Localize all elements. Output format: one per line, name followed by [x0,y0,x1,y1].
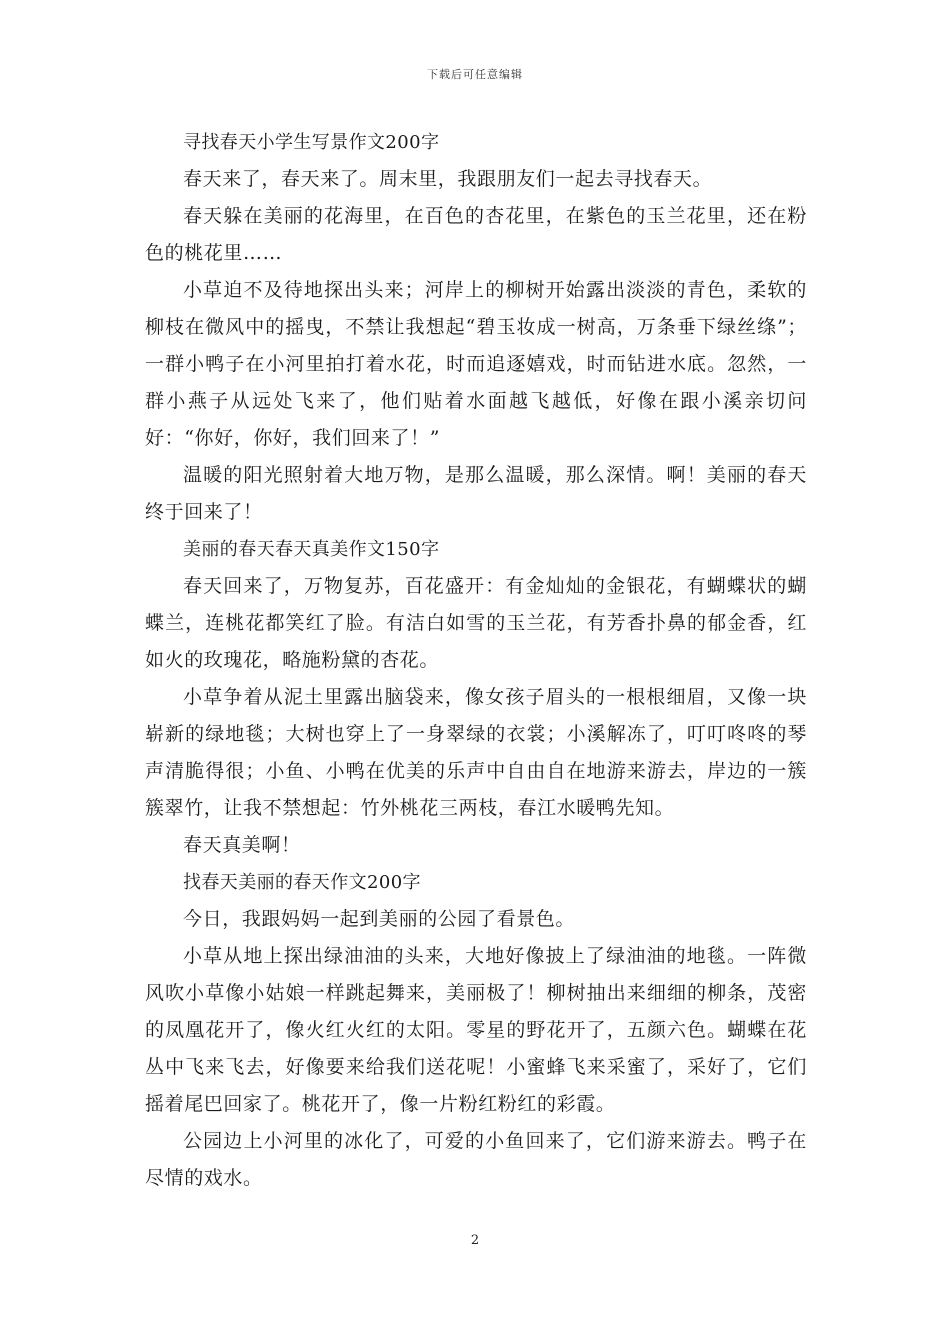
essay-title: 美丽的春天春天真美作文150字 [183,539,440,560]
paragraph: 温暖的阳光照射着大地万物，是那么温暖，那么深情。啊！美丽的春天终于回来了！ [145,464,807,523]
essay-title: 寻找春天小学生写景作文200字 [183,132,440,153]
paragraph: 今日，我跟妈妈一起到美丽的公园了看景色。 [183,908,576,930]
paragraph: 公园边上小河里的冰化了，可爱的小鱼回来了，它们游来游去。鸭子在尽情的戏水。 [145,1130,807,1189]
document-body [145,124,807,1197]
page-header: 下载后可任意编辑 [427,68,523,81]
paragraph: 春天来了，春天来了。周末里，我跟朋友们一起去寻找春天。 [183,168,713,190]
essay-title: 找春天美丽的春天作文200字 [183,872,421,893]
paragraph: 小草迫不及待地探出头来；河岸上的柳树开始露出淡淡的青色，柔软的柳枝在微风中的摇曳，不禁让我想起“碧玉妆成一树高，万条垂下绿丝绦”；一群小鸭子在小河里拍打着水花，时而追逐嬉戏，时而钻进水底。忽然，一群小燕子从远处飞来了，他们贴着水面越飞越低，好像在跟小溪亲切问好：“你好，你好，我们回来了！” [145,279,807,449]
paragraph: 小草争着从泥土里露出脑袋来，像女孩子眉头的一根根细眉，又像一块崭新的绿地毯；大树也穿上了一身翠绿的衣裳；小溪解冻了，叮叮咚咚的琴声清脆得很；小鱼、小鸭在优美的乐声中自由自在地游来游去，岸边的一簇簇翠竹，让我不禁想起：竹外桃花三两枝，春江水暖鸭先知。 [145,686,807,819]
page-number: 2 [470,1233,480,1248]
paragraph: 春天回来了，万物复苏，百花盛开：有金灿灿的金银花，有蝴蝶状的蝴蝶兰，连桃花都笑红了脸。有洁白如雪的玉兰花，有芳香扑鼻的郁金香，红如火的玫瑰花，略施粉黛的杏花。 [145,575,807,671]
paragraph: 春天躲在美丽的花海里，在百色的杏花里，在紫色的玉兰花里，还在粉色的桃花里…… [145,205,807,264]
paragraph: 春天真美啊！ [183,834,301,856]
paragraph: 小草从地上探出绿油油的头来，大地好像披上了绿油油的地毯。一阵微风吹小草像小姑娘一样跳起舞来，美丽极了！柳树抽出来细细的柳条，茂密的凤凰花开了，像火红火红的太阳。零星的野花开了，五颜六色。蝴蝶在花丛中飞来飞去，好像要来给我们送花呢！小蜜蜂飞来采蜜了，采好了，它们摇着尾巴回家了。桃花开了，像一片粉红粉红的彩霞。 [145,945,807,1115]
